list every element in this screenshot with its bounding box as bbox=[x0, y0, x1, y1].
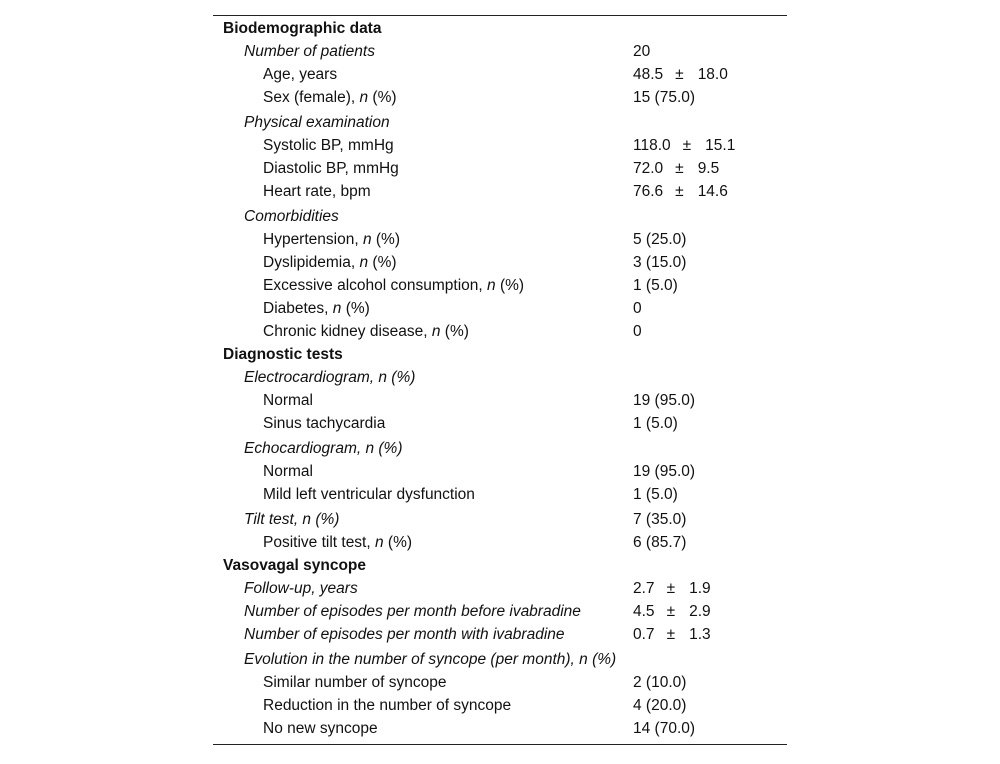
subsection-row bbox=[213, 40, 787, 63]
n-symbol: n bbox=[487, 277, 496, 294]
row-label bbox=[244, 366, 415, 389]
plus-minus-sign: ± bbox=[675, 66, 684, 83]
row-label-text: Normal bbox=[263, 392, 313, 409]
table-row bbox=[213, 180, 787, 203]
row-label bbox=[263, 531, 412, 554]
plus-minus-sign: ± bbox=[675, 183, 684, 200]
row-label-text: Excessive alcohol consumption, bbox=[263, 277, 488, 294]
table-row bbox=[213, 274, 787, 297]
row-label bbox=[244, 577, 358, 600]
subsection-row bbox=[213, 366, 787, 389]
row-label bbox=[263, 717, 378, 740]
row-label bbox=[244, 600, 581, 623]
row-label-text: Follow-up, years bbox=[244, 580, 358, 597]
table-row bbox=[213, 134, 787, 157]
row-label-text: Sex (female), bbox=[263, 89, 360, 106]
row-label bbox=[263, 274, 524, 297]
label-suffix: (%) bbox=[440, 323, 469, 340]
row-label bbox=[263, 389, 313, 412]
n-symbol: n bbox=[332, 300, 342, 317]
row-label bbox=[263, 460, 313, 483]
label-suffix: (%) bbox=[368, 89, 397, 106]
row-label-text: Diagnostic tests bbox=[223, 346, 343, 363]
row-value: 1 (5.0) bbox=[633, 415, 678, 432]
row-value: 6 (85.7) bbox=[633, 534, 687, 551]
row-label-text: Number of episodes per month before ivabradine bbox=[244, 603, 581, 620]
sd-value: 18.0 bbox=[697, 66, 728, 83]
subsection-row bbox=[213, 437, 787, 460]
row-label bbox=[263, 157, 399, 180]
row-label bbox=[244, 623, 565, 646]
row-value: 4 (20.0) bbox=[633, 697, 687, 714]
row-value: 19 (95.0) bbox=[633, 463, 696, 480]
row-label bbox=[263, 228, 400, 251]
n-symbol: n bbox=[431, 323, 441, 340]
row-label-text: Comorbidities bbox=[244, 208, 339, 225]
mean-value: 76.6 bbox=[633, 183, 664, 200]
section-header-row bbox=[213, 343, 787, 366]
row-label bbox=[263, 671, 447, 694]
mean-value: 118.0 bbox=[633, 137, 671, 154]
row-label-text: Electrocardiogram, n (%) bbox=[244, 369, 416, 386]
row-label-text: Tilt test, n (%) bbox=[244, 511, 340, 528]
characteristics-table bbox=[213, 15, 787, 745]
row-label-text: Biodemographic data bbox=[223, 20, 382, 37]
section-header-row bbox=[213, 17, 787, 40]
row-label-text: Number of episodes per month with ivabradine bbox=[244, 626, 565, 643]
row-label-text: Hypertension, bbox=[263, 231, 363, 248]
row-label-text: Chronic kidney disease, bbox=[263, 323, 432, 340]
row-label-text: Systolic BP, mmHg bbox=[263, 137, 394, 154]
table-row bbox=[213, 297, 787, 320]
label-suffix: (%) bbox=[383, 534, 413, 551]
subsection-row bbox=[213, 623, 787, 646]
row-value bbox=[633, 600, 711, 623]
section-header-row bbox=[213, 554, 787, 577]
row-label-text: Age, years bbox=[263, 66, 338, 83]
row-value: 1 (5.0) bbox=[633, 277, 678, 294]
label-suffix: (%) bbox=[371, 231, 400, 248]
plus-minus-sign: ± bbox=[666, 580, 676, 597]
row-label-text: Vasovagal syncope bbox=[223, 557, 367, 574]
mean-value: 0.7 bbox=[633, 626, 655, 643]
table-row bbox=[213, 389, 787, 412]
subsection-row bbox=[213, 600, 787, 623]
sd-value: 1.3 bbox=[689, 626, 711, 643]
row-label bbox=[263, 320, 469, 343]
row-value: 14 (70.0) bbox=[633, 720, 696, 737]
row-label bbox=[244, 508, 339, 531]
row-value: 3 (15.0) bbox=[633, 254, 687, 271]
sd-value: 14.6 bbox=[697, 183, 728, 200]
row-value bbox=[633, 63, 728, 86]
mean-value: 2.7 bbox=[633, 580, 655, 597]
row-label bbox=[244, 648, 616, 671]
row-label-text: Dyslipidemia, bbox=[263, 254, 360, 271]
row-label bbox=[244, 40, 375, 63]
subsection-row bbox=[213, 648, 787, 671]
table-row bbox=[213, 86, 787, 109]
row-value: 20 bbox=[633, 43, 651, 60]
table-row bbox=[213, 320, 787, 343]
n-symbol: n bbox=[359, 89, 369, 106]
section-heading bbox=[223, 343, 343, 366]
subsection-row bbox=[213, 577, 787, 600]
row-label-text: Diastolic BP, mmHg bbox=[263, 160, 399, 177]
row-value bbox=[633, 180, 728, 203]
plus-minus-sign: ± bbox=[675, 160, 684, 177]
row-label-text: Heart rate, bpm bbox=[263, 183, 371, 200]
row-label bbox=[244, 205, 339, 228]
row-label bbox=[263, 63, 337, 86]
table-row bbox=[213, 531, 787, 554]
sd-value: 15.1 bbox=[705, 137, 736, 154]
table-row bbox=[213, 157, 787, 180]
n-symbol: n bbox=[362, 231, 372, 248]
mean-value: 72.0 bbox=[633, 160, 664, 177]
mean-value: 4.5 bbox=[633, 603, 655, 620]
row-label-text: Diabetes, bbox=[263, 300, 333, 317]
row-value: 7 (35.0) bbox=[633, 511, 687, 528]
row-label-text: Number of patients bbox=[244, 43, 375, 60]
subsection-row bbox=[213, 111, 787, 134]
row-value: 2 (10.0) bbox=[633, 674, 687, 691]
sd-value: 9.5 bbox=[697, 160, 720, 177]
row-label bbox=[263, 694, 511, 717]
row-label bbox=[263, 251, 397, 274]
table-row bbox=[213, 412, 787, 435]
row-label-text: Positive tilt test, bbox=[263, 534, 375, 551]
section-heading bbox=[223, 17, 381, 40]
n-symbol: n bbox=[374, 534, 384, 551]
table-row bbox=[213, 483, 787, 506]
row-value: 19 (95.0) bbox=[633, 392, 696, 409]
row-value: 0 bbox=[633, 300, 642, 317]
row-label bbox=[244, 437, 403, 460]
row-label bbox=[263, 483, 475, 506]
table-row bbox=[213, 63, 787, 86]
row-label bbox=[263, 180, 371, 203]
sd-value: 2.9 bbox=[689, 603, 711, 620]
table-row bbox=[213, 717, 787, 740]
row-label-text: Normal bbox=[263, 463, 313, 480]
row-label-text: Mild left ventricular dysfunction bbox=[263, 486, 475, 503]
row-value: 1 (5.0) bbox=[633, 486, 678, 503]
row-value bbox=[633, 623, 711, 646]
row-value: 5 (25.0) bbox=[633, 231, 687, 248]
subsection-row bbox=[213, 508, 787, 531]
row-label-text: Physical examination bbox=[244, 114, 390, 131]
table-row bbox=[213, 251, 787, 274]
row-value: 15 (75.0) bbox=[633, 89, 696, 106]
n-symbol: n bbox=[359, 254, 369, 271]
row-label bbox=[263, 297, 370, 320]
row-label bbox=[244, 111, 390, 134]
row-label-text: Sinus tachycardia bbox=[263, 415, 386, 432]
row-value bbox=[633, 134, 735, 157]
row-label bbox=[263, 86, 397, 109]
label-suffix: (%) bbox=[495, 277, 525, 294]
row-label-text: No new syncope bbox=[263, 720, 378, 737]
plus-minus-sign: ± bbox=[682, 137, 692, 154]
row-label-text: Echocardiogram, n (%) bbox=[244, 440, 403, 457]
table-row bbox=[213, 694, 787, 717]
row-label bbox=[263, 412, 385, 435]
row-label-text: Evolution in the number of syncope (per month), n (%) bbox=[244, 651, 617, 668]
table-row bbox=[213, 671, 787, 694]
label-suffix: (%) bbox=[341, 300, 370, 317]
plus-minus-sign: ± bbox=[666, 626, 676, 643]
table-row bbox=[213, 228, 787, 251]
row-label-text: Similar number of syncope bbox=[263, 674, 447, 691]
row-value bbox=[633, 157, 719, 180]
row-label bbox=[263, 134, 394, 157]
label-suffix: (%) bbox=[368, 254, 397, 271]
plus-minus-sign: ± bbox=[666, 603, 676, 620]
row-label-text: Reduction in the number of syncope bbox=[263, 697, 512, 714]
row-value: 0 bbox=[633, 323, 642, 340]
subsection-row bbox=[213, 205, 787, 228]
sd-value: 1.9 bbox=[689, 580, 711, 597]
table-row bbox=[213, 460, 787, 483]
section-heading bbox=[223, 554, 366, 577]
row-value bbox=[633, 577, 711, 600]
mean-value: 48.5 bbox=[633, 66, 664, 83]
